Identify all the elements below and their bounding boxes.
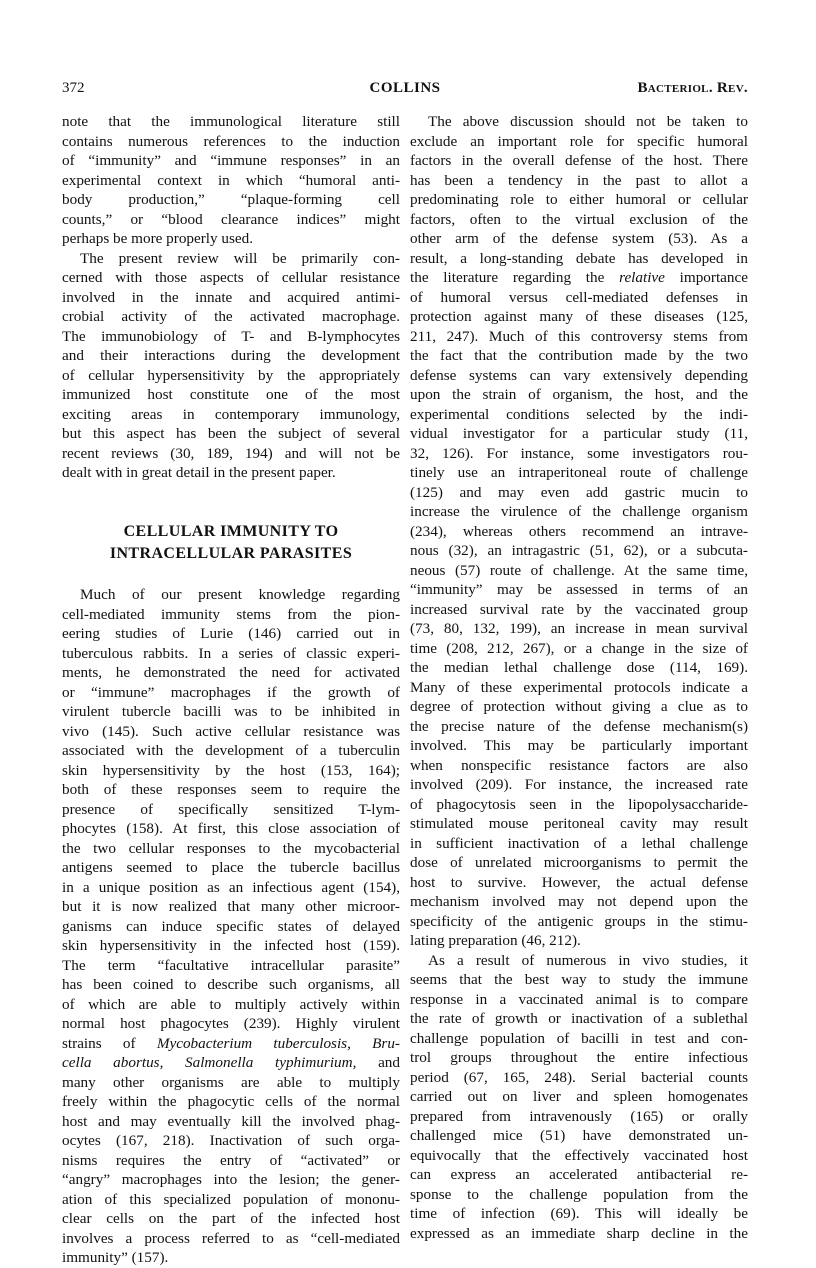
text-line: 32, 126). For instance, some investigators rou- (410, 444, 748, 462)
text-line: virulent tubercle bacilli was to be inhibited in (62, 703, 400, 720)
text-line: protection against many of these diseases (125, (410, 308, 748, 325)
text-line: (73, 80, 132, 199), an increase in mean survival (410, 620, 748, 637)
text-line: Many of these experimental protocols indicate a (410, 678, 748, 696)
text-line: has been coined to describe such organisms, all (62, 976, 400, 993)
text-line: sponse to the challenge population from the (410, 1185, 748, 1203)
text-line: increase the virulence of the challenge organism (410, 503, 748, 520)
text-line: nous (32), an intragastric (51, 62), or a subcuta- (410, 542, 748, 559)
text-line: associated with the development of a tuberculin (62, 742, 400, 759)
text-line: challenged mice (51) have demonstrated un- (410, 1127, 748, 1144)
text-line: ation of this specialized population of mononu- (62, 1190, 400, 1208)
text-line: neous (57) route of challenge. At the same time, (410, 561, 748, 579)
text-line: The immunobiology of T- and B-lymphocytes (62, 327, 400, 345)
text-line: 211, 247). Much of this controversy stems from (410, 327, 748, 345)
text-line: carried out on liver and spleen homogenates (410, 1088, 748, 1105)
text-line: “immunity” may be assessed in terms of an (410, 581, 748, 598)
text-line: other arm of the defense system (53). As a (410, 230, 748, 247)
text-line: time of infection (69). This will ideally be (410, 1205, 748, 1222)
text-line: response in a vaccinated animal is to compare (410, 990, 748, 1008)
text-line: but it is now realized that many other microor- (62, 898, 400, 915)
text-line: many other organisms are able to multiply (62, 1073, 400, 1091)
text-line: in sufficient inactivation of a lethal challenge (410, 834, 748, 852)
text-line: phocytes (158). At first, this close association of (62, 820, 400, 837)
text-line: of phagocytosis seen in the lipopolysaccharide- (410, 795, 748, 813)
text-line: involved in the innate and acquired antimi- (62, 288, 400, 306)
text-line: involved. This may be particularly important (410, 737, 748, 754)
paragraph (62, 585, 400, 1034)
running-title: COLLINS (369, 80, 441, 96)
paragraph (410, 951, 748, 1244)
text-line: “angry” macrophages into the lesion; the gener- (62, 1171, 400, 1188)
text-line: skin hypersensitivity by the host (153, 164); (62, 761, 400, 779)
text-line: nisms requires the entry of “activated” or (62, 1151, 400, 1169)
page-header (62, 80, 748, 102)
text-line: the precise nature of the defense mechanism(s) (410, 717, 748, 735)
left-column (62, 112, 400, 1268)
text-line: time (208, 212, 267), or a change in the size of (410, 639, 748, 657)
text-line: body production,” “plaque-forming cell (62, 191, 400, 208)
text-line: skin hypersensitivity in the infected host (159). (62, 937, 400, 954)
text-line: tuberculous rabbits. In a series of classic experi- (62, 644, 400, 662)
text-line: the rate of growth or inactivation of a sublethal (410, 1010, 748, 1027)
text-line: the fact that the contribution made by the two (410, 347, 748, 364)
text-line: Much of our present knowledge regarding (80, 586, 400, 603)
paragraph (62, 1073, 400, 1268)
text-line: As a result of numerous in vivo studies, it (428, 951, 748, 969)
text-line: The present review will be primarily con- (80, 249, 400, 267)
text-line: period (67, 165, 248). Serial bacterial counts (410, 1068, 748, 1086)
text-line: of cellular hypersensitivity by the appropriately (62, 366, 400, 384)
text-line: perhaps be more properly used. (62, 230, 254, 247)
text-line: experimental context in which “humoral anti- (62, 171, 400, 189)
text-line: vidual investigator for a particular study (11, (410, 425, 748, 442)
text-line: of which are able to multiply actively within (62, 995, 400, 1013)
text-line: the median lethal challenge dose (114, 169). (410, 659, 748, 676)
text-line: dose of unrelated microorganisms to permit the (410, 854, 748, 871)
text-line: both of these responses seem to require the (62, 781, 400, 798)
text-line: of “immunity” and “immune responses” in an (62, 152, 400, 169)
text-line: (234), whereas others recommend an intrave- (410, 522, 748, 540)
text-line: but this aspect has been the subject of several (62, 425, 400, 442)
text-line: ganisms can induce specific states of delayed (62, 917, 400, 935)
text-line: ments, he demonstrated the need for activated (62, 664, 400, 681)
text-line: involved (209). For instance, the increased rate (410, 776, 748, 793)
text-line: challenge population of bacilli in test and con- (410, 1029, 748, 1047)
paragraph (410, 112, 748, 268)
text-line: seems that the best way to study the immune (410, 971, 748, 988)
text-line: degree of protection without giving a clue as to (410, 698, 748, 715)
text-line: trol groups throughout the entire infectious (410, 1049, 748, 1066)
text-line: lating preparation (46, 212). (410, 932, 581, 949)
text-line: counts,” or “blood clearance indices” might (62, 210, 400, 228)
paragraph (62, 112, 400, 249)
text-line: prepared from intravenously (165) or orally (410, 1107, 748, 1125)
text-line: of humoral versus cell-mediated defenses in (410, 288, 748, 306)
text-line: eering studies of Lurie (146) carried out in (62, 625, 400, 642)
text-line: note that the immunological literature still (62, 113, 400, 130)
page-number: 372 (62, 80, 85, 96)
text-line: exciting areas in contemporary immunology, (62, 405, 400, 423)
text-line: crobial activity of the activated macrophage. (62, 308, 400, 325)
text-line: can express an accelerated antibacterial re- (410, 1166, 748, 1183)
text-line: experimental conditions selected by the indi- (410, 405, 748, 423)
text-line: ocytes (167, 218). Inactivation of such orga- (62, 1132, 400, 1149)
text-line: normal host phagocytes (239). Highly virulent (62, 1015, 400, 1032)
text-line: cella abortus, Salmonella typhimurium, and (62, 1054, 400, 1071)
text-line: recent reviews (30, 189, 194) and will not be (62, 444, 400, 462)
text-line: expressed as an immediate sharp decline in the (410, 1224, 748, 1242)
paragraph (410, 288, 748, 951)
text-line: host and may eventually kill the involved phag- (62, 1112, 400, 1130)
text-line: The term “facultative intracellular parasite” (62, 956, 400, 974)
text-line: specificity of the antigenic groups in the stimu- (410, 912, 748, 930)
text-line: host to survive. However, the actual defense (410, 873, 748, 891)
text-line: cerned with those aspects of cellular resistance (62, 269, 400, 286)
text-line: involves a process referred to as “cell-mediated (62, 1229, 400, 1247)
text-line: equivocally that the effectively vaccinated host (410, 1146, 748, 1164)
text-line: and their interactions during the development (62, 347, 400, 364)
text-line: immunized host constitute one of the most (62, 386, 400, 403)
section-heading: INTRACELLULAR PARASITES (109, 544, 353, 562)
text-line: upon the strain of organism, the host, and the (410, 386, 748, 403)
text-line: freely within the phagocytic cells of the normal (62, 1093, 400, 1110)
text-line: increased survival rate by the vaccinated group (410, 600, 748, 618)
text-line: tinely use an intraperitoneal route of challenge (410, 464, 748, 481)
text-line: contains numerous references to the induction (62, 132, 400, 150)
text-line: antigens seemed to place the tubercle bacillus (62, 859, 400, 876)
text-line: immunity” (157). (62, 1249, 169, 1266)
text-line: cell-mediated immunity stems from the pion- (62, 605, 400, 623)
text-line: defense systems can vary extensively depending (410, 366, 748, 384)
text-line: (125) and may even add gastric mucin to (410, 483, 748, 501)
text-line: exclude an important role for specific humoral (410, 132, 748, 150)
text-line: mechanism involved may not depend upon the (410, 893, 748, 910)
text-line: the literature regarding the relative importance (410, 269, 748, 286)
text-line: factors in the overall defense of the host. There (410, 152, 748, 169)
text-line: clear cells on the part of the infected host (62, 1210, 400, 1227)
text-line: dealt with in great detail in the present paper. (62, 464, 336, 481)
text-line: factors, often to the virtual exclusion of the (410, 210, 748, 228)
text-line: or “immune” macrophages if the growth of (62, 683, 400, 701)
text-line: vivo (145). Such active cellular resistance was (62, 722, 400, 740)
right-column (410, 112, 748, 1243)
journal-name: Bacteriol. Rev. (637, 80, 748, 96)
text-line: in a unique position as an infectious agent (154), (62, 878, 400, 896)
text-line: strains of Mycobacterium tuberculosis, Bru- (62, 1034, 400, 1052)
text-line: has been a tendency in the past to allot a (410, 171, 748, 189)
text-line: presence of specifically sensitized T-lym- (62, 800, 400, 818)
text-line: when nonspecific resistance factors are also (410, 756, 748, 774)
section-heading: CELLULAR IMMUNITY TO (123, 522, 339, 540)
text-line: predominating role to either humoral or cellular (410, 191, 748, 208)
paragraph (62, 249, 400, 483)
text-line: result, a long-standing debate has developed in (410, 249, 748, 267)
text-line: The above discussion should not be taken to (428, 113, 748, 130)
text-line: stimulated mouse peritoneal cavity may result (410, 815, 748, 832)
text-line: the two cellular responses to the mycobacterial (62, 839, 400, 857)
